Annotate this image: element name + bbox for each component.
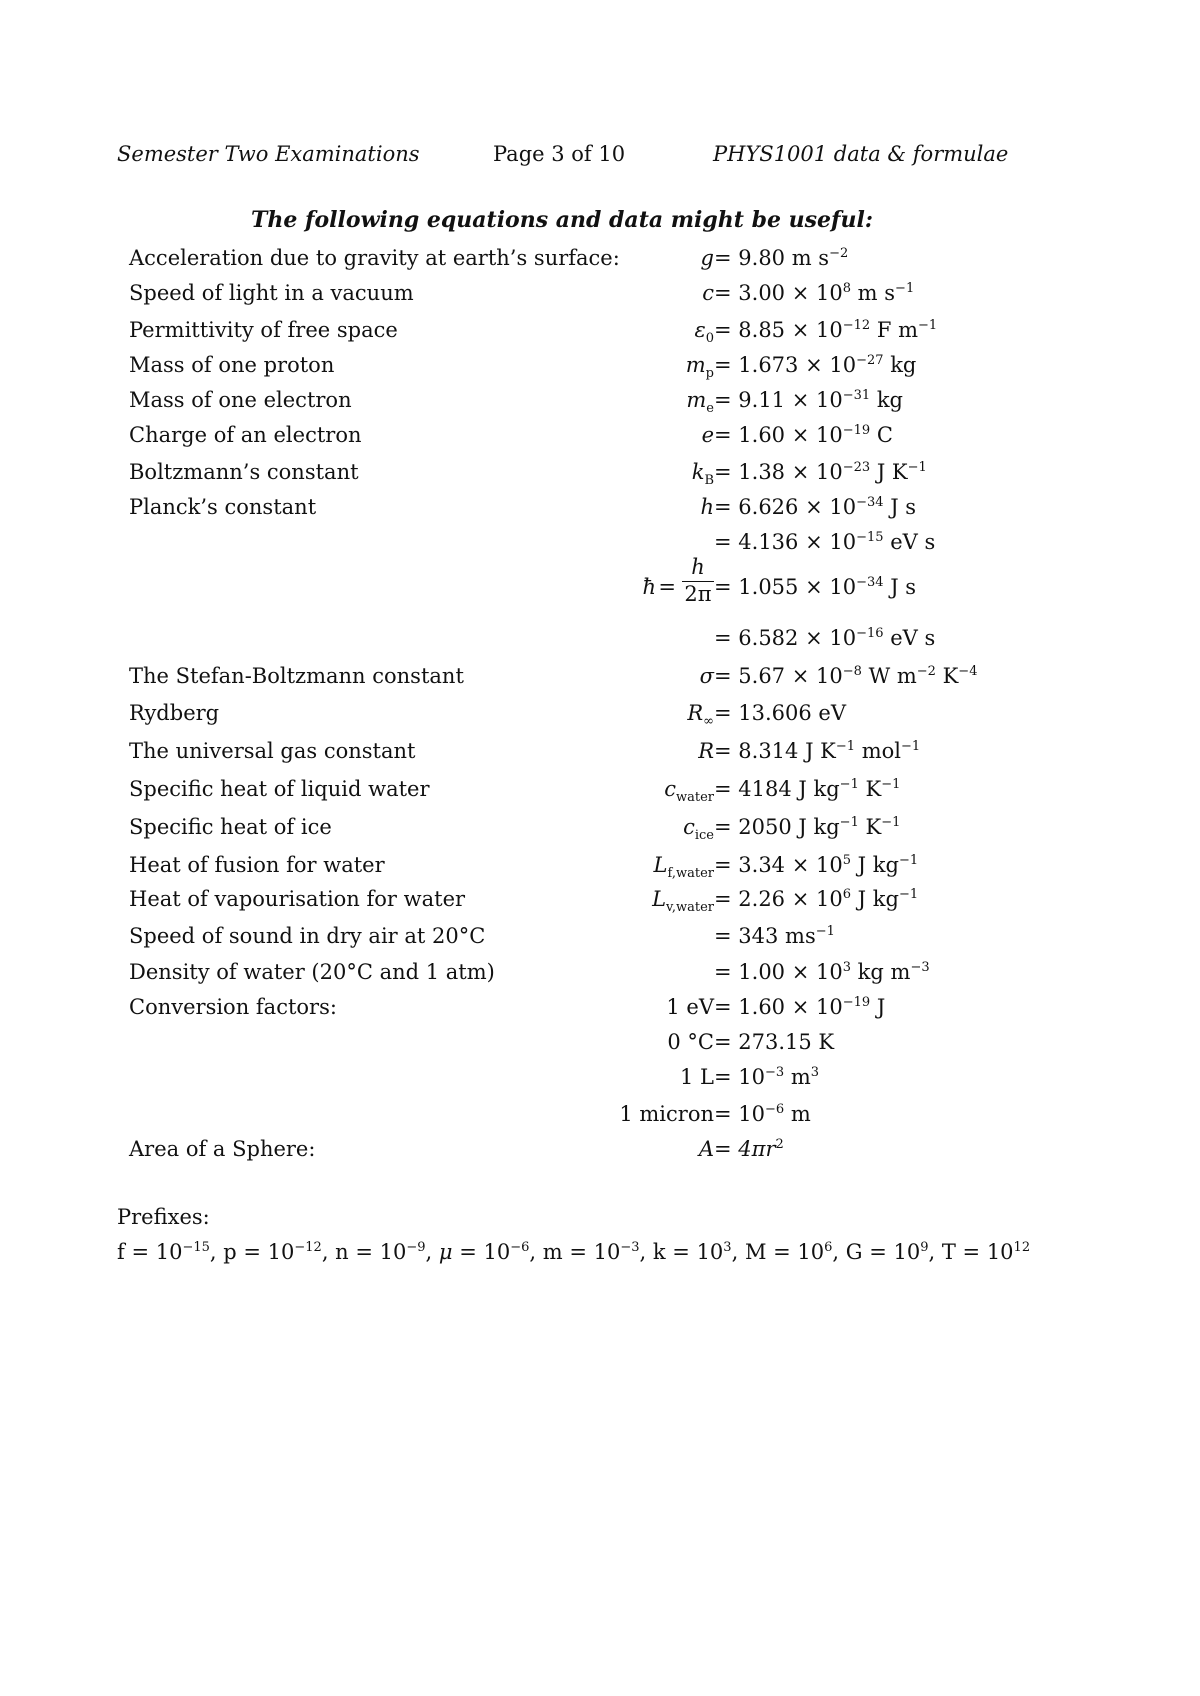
symbol-text: 1 micron bbox=[619, 1102, 714, 1126]
value-unit: kg bbox=[883, 353, 917, 377]
constant-label: Boltzmann’s constant bbox=[129, 460, 359, 484]
value-unit: K bbox=[858, 815, 882, 839]
value-exponent: −12 bbox=[842, 318, 871, 333]
value-text: 343 ms bbox=[738, 924, 816, 948]
table-row bbox=[0, 853, 1200, 889]
symbol-text: c bbox=[664, 777, 676, 801]
constant-value bbox=[714, 701, 846, 725]
constant-symbol bbox=[667, 1030, 714, 1054]
value-unit: m bbox=[784, 1102, 811, 1126]
unit-exponent: −1 bbox=[898, 887, 919, 902]
value-text: 273.15 K bbox=[738, 1030, 835, 1054]
constant-value bbox=[714, 739, 920, 763]
value-unit: kg bbox=[870, 388, 903, 412]
prefix-symbol: μ bbox=[438, 1240, 453, 1264]
symbol-subscript: water bbox=[675, 790, 714, 805]
value-unit: m bbox=[784, 1065, 811, 1089]
prefix-item: $m = 10^{-3}$, bbox=[542, 1240, 653, 1264]
prefix-symbol: f bbox=[117, 1240, 125, 1264]
unit-exponent: 3 bbox=[810, 1065, 820, 1080]
constant-label: Specific heat of ice bbox=[129, 815, 332, 839]
value-text: 10 bbox=[738, 1065, 766, 1089]
constant-value bbox=[714, 777, 900, 801]
table-row bbox=[0, 530, 1200, 566]
constant-value bbox=[714, 388, 903, 412]
value-exponent: −34 bbox=[856, 495, 884, 510]
table-row bbox=[0, 739, 1200, 775]
value-text: 9.11 × 10 bbox=[738, 388, 843, 412]
value-text: 2050 J kg bbox=[738, 815, 840, 839]
prefix-symbol: G bbox=[845, 1240, 863, 1264]
value-text: 1.00 × 10 bbox=[738, 960, 843, 984]
value-exponent: −1 bbox=[815, 924, 835, 939]
value-text: 1.38 × 10 bbox=[738, 460, 843, 484]
constant-label: The universal gas constant bbox=[129, 739, 416, 763]
prefix-item: $f = 10^{-15}$, bbox=[117, 1240, 224, 1264]
constant-value bbox=[714, 1030, 834, 1054]
table-row bbox=[0, 995, 1200, 1031]
symbol-subscript: ice bbox=[694, 828, 714, 843]
constant-symbol bbox=[698, 739, 714, 763]
table-row bbox=[0, 353, 1200, 389]
value-unit: kg m bbox=[851, 960, 911, 984]
prefix-item: $k = 10^3$, bbox=[652, 1240, 745, 1264]
value-exponent: −19 bbox=[842, 995, 871, 1010]
fraction-box bbox=[682, 555, 714, 606]
constant-value bbox=[714, 575, 916, 599]
unit-exponent: −1 bbox=[881, 815, 901, 830]
value-unit: m s bbox=[851, 281, 896, 305]
table-row bbox=[0, 777, 1200, 813]
equals-sign: = bbox=[658, 575, 676, 599]
value-text: 4πr bbox=[738, 1137, 776, 1161]
unit-exponent: −1 bbox=[918, 318, 938, 333]
prefix-item: $n = 10^{-9}$, bbox=[335, 1240, 439, 1264]
value-exponent: −34 bbox=[856, 575, 884, 590]
prefix-exponent: −15 bbox=[182, 1240, 210, 1255]
constant-label: Heat of fusion for water bbox=[129, 853, 385, 877]
table-row bbox=[0, 887, 1200, 923]
value-text: 6.582 × 10 bbox=[738, 626, 857, 650]
value-exponent: −1 bbox=[839, 777, 859, 792]
symbol-subscript: 0 bbox=[705, 331, 714, 346]
prefix-item: $M = 10^6$, bbox=[744, 1240, 846, 1264]
prefix-item: $G = 10^9$, bbox=[845, 1240, 942, 1264]
table-row bbox=[0, 626, 1200, 662]
section-title: The following equations and data might be useful: bbox=[251, 207, 873, 233]
value-unit: F m bbox=[870, 318, 918, 342]
prefixes-label: Prefixes: bbox=[117, 1205, 210, 1229]
constant-label: Specific heat of liquid water bbox=[129, 777, 430, 801]
constant-value bbox=[714, 960, 930, 984]
value-exponent: −3 bbox=[765, 1065, 785, 1080]
value-exponent: −8 bbox=[842, 664, 862, 679]
constant-symbol bbox=[691, 460, 714, 488]
prefix-exponent: −3 bbox=[620, 1240, 640, 1255]
symbol-text: k bbox=[691, 460, 705, 484]
prefix-exponent: 6 bbox=[824, 1240, 833, 1255]
symbol-text: L bbox=[652, 887, 667, 911]
value-exponent: −19 bbox=[842, 423, 871, 438]
value-text: 1.60 × 10 bbox=[738, 995, 843, 1019]
constant-value bbox=[714, 924, 835, 948]
table-row bbox=[0, 701, 1200, 737]
value-unit: J kg bbox=[851, 853, 899, 877]
constant-symbol bbox=[701, 246, 714, 270]
value-unit: K bbox=[935, 664, 959, 688]
constant-symbol bbox=[700, 664, 714, 688]
prefix-exponent: 3 bbox=[723, 1240, 732, 1255]
value-text: 13.606 eV bbox=[738, 701, 847, 725]
constant-label: Speed of light in a vacuum bbox=[129, 281, 414, 305]
prefix-exponent: −12 bbox=[294, 1240, 322, 1255]
table-row bbox=[0, 246, 1200, 282]
symbol-text: R bbox=[687, 701, 704, 725]
value-exponent: 8 bbox=[842, 281, 851, 296]
value-text: 4184 J kg bbox=[738, 777, 840, 801]
constant-label: Area of a Sphere: bbox=[129, 1137, 316, 1161]
constant-value bbox=[714, 495, 916, 519]
value-text: 1.055 × 10 bbox=[738, 575, 857, 599]
table-row bbox=[0, 815, 1200, 851]
value-unit: eV s bbox=[883, 626, 936, 650]
table-row bbox=[0, 1137, 1200, 1173]
constant-value bbox=[714, 460, 927, 484]
constant-value bbox=[714, 664, 977, 688]
constant-label: Conversion factors: bbox=[129, 995, 337, 1019]
symbol-subscript: v,water bbox=[666, 900, 714, 915]
table-row bbox=[0, 664, 1200, 700]
value-text: 1.60 × 10 bbox=[738, 423, 843, 447]
constant-label: Permittivity of free space bbox=[129, 318, 398, 342]
fraction-denominator: 2π bbox=[684, 582, 712, 606]
table-row bbox=[0, 960, 1200, 996]
unit-exponent: −3 bbox=[910, 960, 930, 975]
symbol-subscript: e bbox=[706, 401, 714, 416]
value-text: 4.136 × 10 bbox=[738, 530, 857, 554]
value-text: 3.00 × 10 bbox=[738, 281, 843, 305]
constant-label: Mass of one electron bbox=[129, 388, 352, 412]
constant-symbol bbox=[694, 318, 714, 346]
prefix-item: $T = 10^{12}$ bbox=[941, 1240, 1031, 1264]
constant-label: Charge of an electron bbox=[129, 423, 362, 447]
table-row bbox=[0, 924, 1200, 960]
value-unit: K bbox=[858, 777, 882, 801]
symbol-text: m bbox=[685, 353, 706, 377]
prefix-exponent: −6 bbox=[510, 1240, 530, 1255]
symbol-text: e bbox=[701, 423, 714, 447]
symbol-subscript: f,water bbox=[667, 866, 714, 881]
value-unit: J s bbox=[883, 495, 917, 519]
value-exponent: −1 bbox=[835, 739, 856, 754]
constant-symbol bbox=[652, 887, 714, 915]
prefix-symbol: p bbox=[223, 1240, 237, 1264]
symbol-text: c bbox=[702, 281, 714, 305]
prefix-exponent: 12 bbox=[1013, 1240, 1031, 1255]
constant-symbol bbox=[686, 388, 714, 416]
prefixes-list bbox=[117, 1240, 1030, 1264]
value-text: 8.85 × 10 bbox=[738, 318, 843, 342]
constant-symbol bbox=[680, 1065, 714, 1089]
symbol-subscript: p bbox=[705, 366, 714, 381]
symbol-text: σ bbox=[699, 664, 714, 688]
value-exponent: 6 bbox=[842, 887, 851, 902]
symbol-text: g bbox=[700, 246, 714, 270]
course-title: PHYS1001 data & formulae bbox=[713, 142, 1009, 166]
value-exponent: −16 bbox=[856, 626, 884, 641]
constant-value bbox=[714, 887, 918, 911]
prefix-item: $\mu = 10^{-6}$, bbox=[438, 1240, 543, 1264]
table-row bbox=[0, 495, 1200, 531]
value-exponent: 2 bbox=[775, 1137, 784, 1152]
prefix-symbol: m bbox=[542, 1240, 563, 1264]
constant-label: Rydberg bbox=[129, 701, 220, 725]
symbol-text: R bbox=[698, 739, 714, 763]
symbol-text: A bbox=[698, 1137, 714, 1161]
value-exponent: −15 bbox=[856, 530, 884, 545]
symbol-text: 1 eV bbox=[666, 995, 714, 1019]
table-row bbox=[0, 423, 1200, 459]
unit-exponent: −4 bbox=[958, 664, 978, 679]
table-row bbox=[0, 388, 1200, 424]
constant-label: Heat of vapourisation for water bbox=[129, 887, 466, 911]
value-text: 10 bbox=[738, 1102, 766, 1126]
value-unit: mol bbox=[855, 739, 901, 763]
symbol-text: c bbox=[683, 815, 695, 839]
constant-symbol bbox=[664, 777, 714, 805]
prefix-symbol: k bbox=[652, 1240, 666, 1264]
table-row bbox=[0, 318, 1200, 354]
table-row bbox=[0, 1102, 1200, 1138]
constant-value bbox=[714, 281, 914, 305]
value-text: 8.314 J K bbox=[738, 739, 836, 763]
fraction-numerator: h bbox=[682, 555, 714, 582]
constant-value bbox=[714, 530, 935, 554]
page-header bbox=[117, 142, 1017, 176]
symbol-subscript: B bbox=[704, 473, 714, 488]
value-exponent: 5 bbox=[842, 853, 851, 868]
exam-name: Semester Two Examinations bbox=[117, 142, 420, 166]
constant-value bbox=[714, 318, 937, 342]
value-exponent: −27 bbox=[856, 353, 884, 368]
unit-exponent: −1 bbox=[881, 777, 901, 792]
symbol-text: m bbox=[686, 388, 707, 412]
constant-value bbox=[714, 853, 918, 877]
unit-exponent: −2 bbox=[916, 664, 936, 679]
constant-label: Mass of one proton bbox=[129, 353, 335, 377]
page-number: Page 3 of 10 bbox=[493, 142, 626, 166]
constant-label: Speed of sound in dry air at 20°C bbox=[129, 924, 486, 948]
value-unit: C bbox=[870, 423, 893, 447]
constant-symbol bbox=[687, 701, 714, 729]
prefix-exponent: 9 bbox=[920, 1240, 929, 1255]
prefix-symbol: M bbox=[744, 1240, 767, 1264]
constant-value bbox=[714, 1065, 819, 1089]
value-text: 9.80 m s bbox=[738, 246, 830, 270]
constant-label: Acceleration due to gravity at earth’s surface: bbox=[129, 246, 620, 270]
value-text: 6.626 × 10 bbox=[738, 495, 857, 519]
value-unit: W m bbox=[861, 664, 917, 688]
value-text: 1.673 × 10 bbox=[738, 353, 857, 377]
value-unit: eV s bbox=[883, 530, 936, 554]
constant-value bbox=[714, 246, 848, 270]
constant-symbol bbox=[683, 815, 714, 843]
symbol-text: ε bbox=[694, 318, 706, 342]
symbol-subscript: ∞ bbox=[703, 714, 714, 729]
unit-exponent: −1 bbox=[898, 853, 919, 868]
value-text: 2.26 × 10 bbox=[738, 887, 843, 911]
value-text: 5.67 × 10 bbox=[738, 664, 843, 688]
constant-label: Planck’s constant bbox=[129, 495, 317, 519]
value-unit: J K bbox=[870, 460, 908, 484]
unit-exponent: −1 bbox=[895, 281, 915, 296]
constant-symbol bbox=[702, 423, 714, 447]
value-unit: J kg bbox=[851, 887, 899, 911]
constant-value bbox=[714, 1137, 784, 1161]
value-exponent: 3 bbox=[842, 960, 851, 975]
symbol-text: h bbox=[700, 495, 714, 519]
table-row bbox=[0, 555, 1200, 611]
constant-symbol bbox=[685, 353, 714, 381]
constant-value bbox=[714, 1102, 811, 1126]
constant-symbol bbox=[619, 1102, 714, 1126]
constant-label: The Stefan-Boltzmann constant bbox=[129, 664, 464, 688]
unit-exponent: −1 bbox=[900, 739, 921, 754]
constant-value bbox=[714, 815, 900, 839]
table-row bbox=[0, 281, 1200, 317]
table-row bbox=[0, 1030, 1200, 1066]
value-exponent: −1 bbox=[839, 815, 859, 830]
prefix-symbol: n bbox=[335, 1240, 349, 1264]
prefix-item: $p = 10^{-12}$, bbox=[223, 1240, 336, 1264]
value-unit: J bbox=[870, 995, 886, 1019]
value-text: 3.34 × 10 bbox=[738, 853, 843, 877]
table-row bbox=[0, 460, 1200, 496]
constant-symbol bbox=[666, 995, 714, 1019]
constant-symbol bbox=[700, 495, 714, 519]
constant-symbol bbox=[653, 853, 714, 881]
constant-symbol bbox=[702, 281, 714, 305]
constant-symbol bbox=[699, 1137, 714, 1161]
unit-exponent: −1 bbox=[907, 460, 927, 475]
value-exponent: −31 bbox=[842, 388, 871, 403]
constant-value bbox=[714, 423, 893, 447]
symbol-text: L bbox=[653, 853, 668, 877]
hbar-symbol: ħ bbox=[642, 575, 656, 599]
prefix-symbol: T bbox=[941, 1240, 956, 1264]
value-exponent: −2 bbox=[829, 246, 849, 261]
constant-value bbox=[714, 626, 935, 650]
value-unit: J s bbox=[883, 575, 917, 599]
prefix-exponent: −9 bbox=[406, 1240, 426, 1255]
value-exponent: −23 bbox=[842, 460, 871, 475]
symbol-text: 1 L bbox=[680, 1065, 714, 1089]
constant-label: Density of water (20°C and 1 atm) bbox=[129, 960, 495, 984]
constant-value bbox=[714, 995, 885, 1019]
symbol-text: 0 °C bbox=[667, 1030, 714, 1054]
constant-value bbox=[714, 353, 916, 377]
value-exponent: −6 bbox=[765, 1102, 785, 1117]
table-row bbox=[0, 1065, 1200, 1101]
